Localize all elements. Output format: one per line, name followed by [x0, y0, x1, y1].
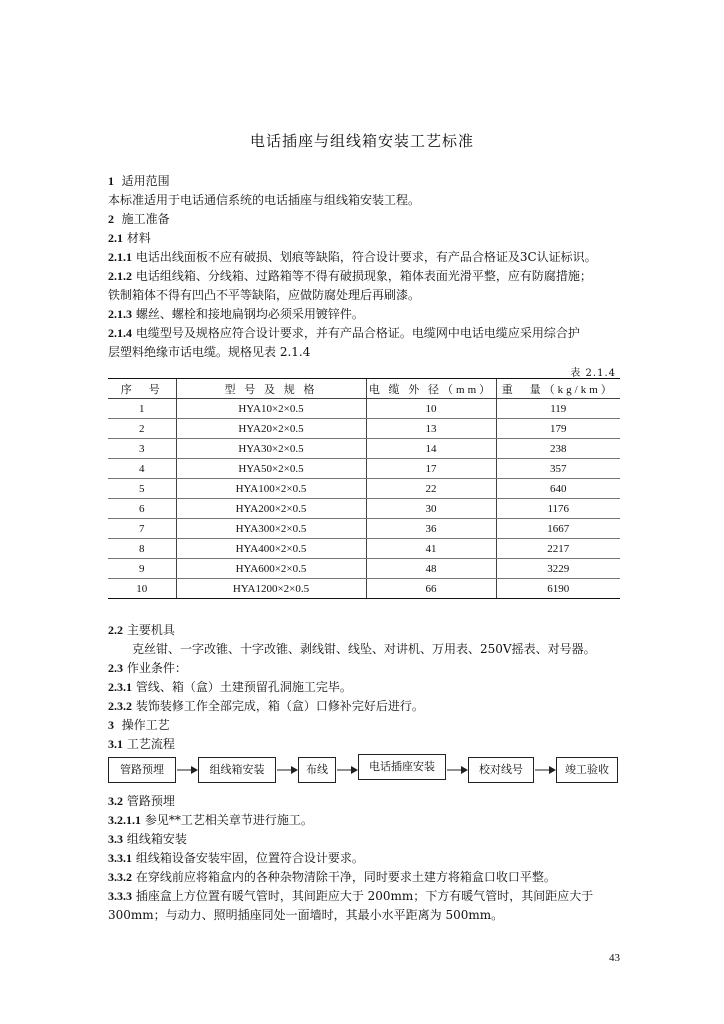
cell-diameter: 30: [366, 499, 496, 519]
cell-weight: 6190: [496, 579, 620, 599]
header-index: 序 号: [108, 379, 176, 399]
section-3-1-heading: 3.1 工艺流程: [108, 737, 175, 751]
section-2-1-heading: 2.1 材料: [108, 231, 151, 245]
table-row: [108, 519, 620, 539]
cell-diameter: 36: [366, 519, 496, 539]
table-row: [108, 539, 620, 559]
header-diameter: 电 缆 外 径（mm）: [366, 379, 496, 399]
flow-arrow-icon: [447, 764, 469, 776]
header-weight: 重 量（kg/km）: [496, 379, 620, 399]
document-title: 电话插座与组线箱安装工艺标准: [249, 132, 474, 150]
cell-index: 3: [108, 439, 176, 459]
cell-model: HYA1200×2×0.5: [176, 579, 366, 599]
cell-weight: 179: [496, 419, 620, 439]
section-3-3-heading: 3.3 组线箱安装: [108, 832, 187, 846]
section-1-body: 本标准适用于电话通信系统的电话插座与组线箱安装工程。: [108, 193, 421, 207]
cell-weight: 2217: [496, 539, 620, 559]
table-header-row: [108, 379, 620, 399]
flow-step-acceptance: 竣工验收: [556, 757, 618, 783]
table-row: [108, 499, 620, 519]
cell-diameter: 48: [366, 559, 496, 579]
cell-index: 7: [108, 519, 176, 539]
cell-weight: 1667: [496, 519, 620, 539]
cell-index: 8: [108, 539, 176, 559]
cell-model: HYA200×2×0.5: [176, 499, 366, 519]
section-3-3-2: 3.3.2 在穿线前应将箱盒内的各种杂物清除干净，同时要求土建方将箱盒口收口平整。: [108, 870, 556, 884]
cell-model: HYA50×2×0.5: [176, 459, 366, 479]
cell-diameter: 17: [366, 459, 496, 479]
section-2-3-1: 2.3.1 管线、箱（盒）土建预留孔洞施工完毕。: [108, 680, 352, 694]
section-2-1-4: 2.1.4 电缆型号及规格应符合设计要求，并有产品合格证。电缆网中电话电缆应采用综合护: [108, 326, 580, 340]
section-2-3-2: 2.3.2 装饰装修工作全部完成，箱（盒）口修补完好后进行。: [108, 699, 424, 713]
cell-weight: 1176: [496, 499, 620, 519]
table-row: [108, 399, 620, 419]
section-2-1-4-cont: 层塑料绝缘市话电缆。规格见表 2.1.4: [108, 345, 311, 359]
table-row: [108, 559, 620, 579]
table-row: [108, 419, 620, 439]
flow-arrow-icon: [337, 764, 359, 776]
flow-arrow-icon: [535, 764, 557, 776]
cell-index: 9: [108, 559, 176, 579]
cell-model: HYA300×2×0.5: [176, 519, 366, 539]
section-2-1-2-cont: 铁制箱体不得有凹凸不平等缺陷，应做防腐处理后再刷漆。: [108, 288, 421, 302]
cell-weight: 3229: [496, 559, 620, 579]
cell-index: 4: [108, 459, 176, 479]
cell-diameter: 66: [366, 579, 496, 599]
cell-weight: 640: [496, 479, 620, 499]
cell-model: HYA20×2×0.5: [176, 419, 366, 439]
table-row: [108, 459, 620, 479]
table-row: [108, 579, 620, 599]
section-3-heading: 3 操作工艺: [108, 718, 170, 732]
cell-index: 10: [108, 579, 176, 599]
section-3-2-1-1: 3.2.1.1 参见**工艺相关章节进行施工。: [108, 813, 313, 827]
section-2-1-2: 2.1.2 电话组线箱、分线箱、过路箱等不得有破损现象，箱体表面光滑平整，应有防腐措施；: [108, 269, 592, 283]
section-2-3-heading: 2.3 作业条件：: [108, 661, 187, 675]
cell-weight: 119: [496, 399, 620, 419]
section-2-1-3: 2.1.3 螺丝、螺栓和接地扁钢均必须采用镀锌件。: [108, 307, 364, 321]
flow-step-box-install: 组线箱安装: [198, 757, 276, 783]
cell-diameter: 14: [366, 439, 496, 459]
table-row: [108, 439, 620, 459]
cell-model: HYA100×2×0.5: [176, 479, 366, 499]
page-number: 43: [609, 952, 620, 964]
cell-index: 6: [108, 499, 176, 519]
table-row: [108, 479, 620, 499]
section-2-2-body: 克丝钳、一字改锥、十字改锥、剥线钳、线坠、对讲机、万用表、250V摇表、对号器。: [132, 642, 596, 656]
section-3-3-3-cont: 300mm；与动力、照明插座同处一面墙时，其最小水平距离为 500mm。: [108, 908, 504, 922]
cell-index: 1: [108, 399, 176, 419]
cell-index: 2: [108, 419, 176, 439]
flow-step-socket-install: 电话插座安装: [358, 754, 446, 780]
cable-spec-table: [108, 378, 620, 599]
cell-diameter: 13: [366, 419, 496, 439]
section-3-2-heading: 3.2 管路预埋: [108, 794, 175, 808]
cell-diameter: 41: [366, 539, 496, 559]
flow-step-pipe: 管路预埋: [108, 757, 176, 783]
table-caption: 表 2.1.4: [570, 368, 616, 379]
cell-model: HYA30×2×0.5: [176, 439, 366, 459]
flow-step-check-numbers: 校对线号: [468, 757, 534, 783]
flow-arrow-icon: [177, 764, 199, 776]
section-2-heading: 2 施工准备: [108, 212, 170, 226]
flow-step-wiring: 布线: [298, 757, 336, 783]
section-3-3-1: 3.3.1 组线箱设备安装牢固，位置符合设计要求。: [108, 851, 364, 865]
cell-diameter: 22: [366, 479, 496, 499]
cell-model: HYA10×2×0.5: [176, 399, 366, 419]
header-model: 型 号 及 规 格: [176, 379, 366, 399]
cell-diameter: 10: [366, 399, 496, 419]
section-2-1-1: 2.1.1 电话出线面板不应有破损、划痕等缺陷，符合设计要求，有产品合格证及3C认证标识。: [108, 250, 597, 264]
flow-arrow-icon: [277, 764, 299, 776]
section-1-heading: 1 适用范围: [108, 174, 170, 188]
cell-index: 5: [108, 479, 176, 499]
cell-weight: 238: [496, 439, 620, 459]
cell-weight: 357: [496, 459, 620, 479]
section-3-3-3: 3.3.3 插座盒上方位置有暖气管时，其间距应大于 200mm；下方有暖气管时，其间距应大于: [108, 889, 594, 903]
cell-model: HYA600×2×0.5: [176, 559, 366, 579]
cell-model: HYA400×2×0.5: [176, 539, 366, 559]
section-2-2-heading: 2.2 主要机具: [108, 623, 175, 637]
